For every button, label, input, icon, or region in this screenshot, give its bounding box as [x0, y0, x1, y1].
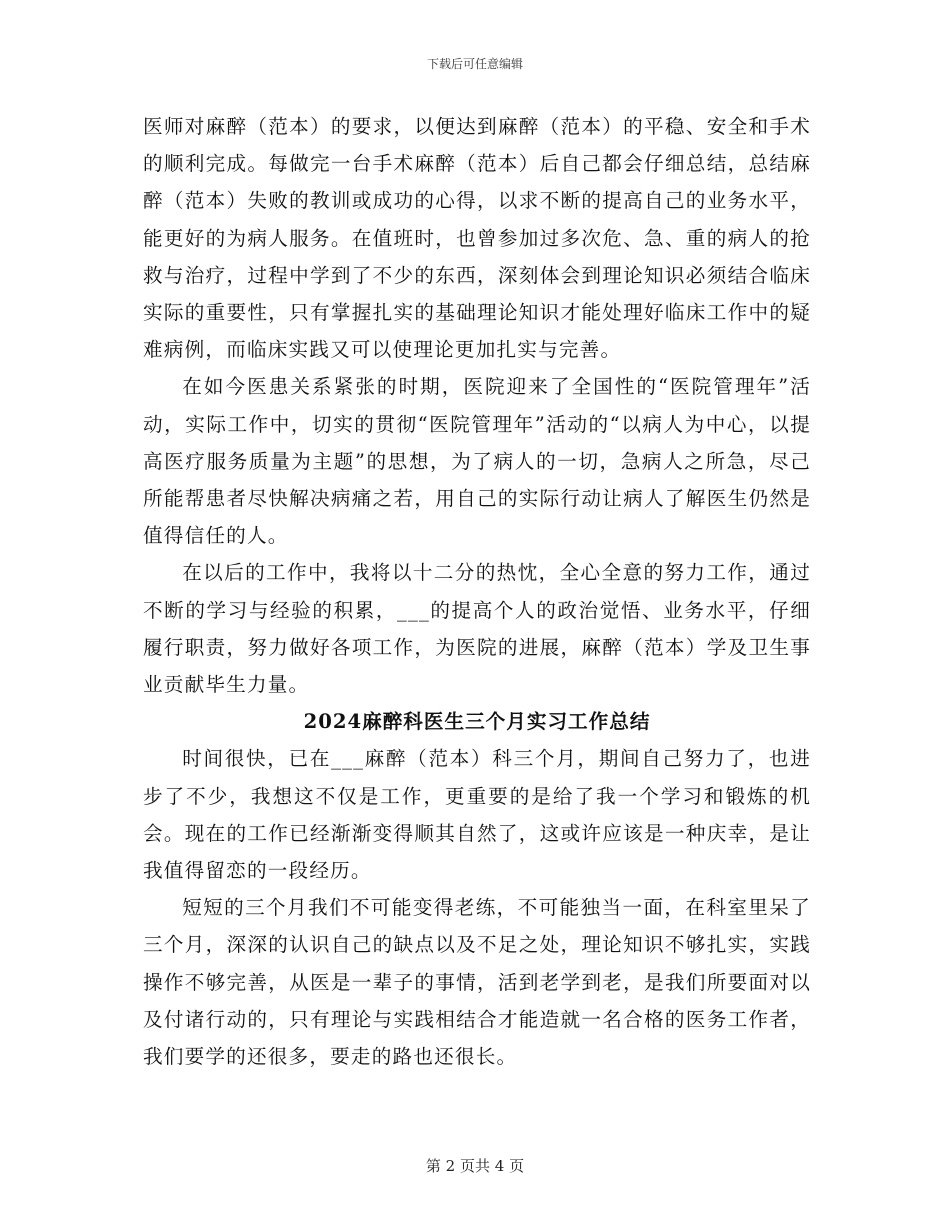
- document-body: [143, 108, 811, 1075]
- section-title: 2024麻醉科医生三个月实习工作总结: [303, 710, 651, 734]
- paragraph: 时间很快，已在___麻醉（范本）科三个月，期间自己努力了，也进步了不少，我想这不仅是工作，更重要的是给了我一个学习和锻炼的机会。现在的工作已经渐渐变得顺其自然了，这或许应该是一种庆幸，是让我值得留恋的一段经历。: [143, 747, 811, 883]
- paragraph: 在以后的工作中，我将以十二分的热忱，全心全意的努力工作，通过不断的学习与经验的积累，___的提高个人的政治觉悟、业务水平，仔细履行职责，努力做好各项工作，为医院的进展，麻醉（范本）学及卫生事业贡献毕生力量。: [143, 561, 811, 697]
- paragraph: 医师对麻醉（范本）的要求，以便达到麻醉（范本）的平稳、安全和手术的顺利完成。每做完一台手术麻醉（范本）后自己都会仔细总结，总结麻醉（范本）失败的教训或成功的心得，以求不断的提高自己的业务水平，能更好的为病人服务。在值班时，也曾参加过多次危、急、重的病人的抢救与治疗，过程中学到了不少的东西，深刻体会到理论知识必须结合临床实际的重要性，只有掌握扎实的基础理论知识才能处理好临床工作中的疑难病例，而临床实践又可以使理论更加扎实与完善。: [143, 115, 811, 362]
- paragraph: 在如今医患关系紧张的时期，医院迎来了全国性的“医院管理年”活动，实际工作中，切实的贯彻“医院管理年”活动的“以病人为中心，以提高医疗服务质量为主题”的思想，为了病人的一切，急病人之所急，尽己所能帮患者尽快解决病痛之若，用自己的实际行动让病人了解医生仍然是值得信任的人。: [143, 375, 811, 548]
- page-header: 下载后可任意编辑: [426, 57, 523, 71]
- paragraph: 短短的三个月我们不可能变得老练，不可能独当一面，在科室里呆了三个月，深深的认识自己的缺点以及不足之处，理论知识不够扎实，实践操作不够完善，从医是一辈子的事情，活到老学到老，是我们所要面对以及付诸行动的，只有理论与实践相结合才能造就一名合格的医务工作者，我们要学的还很多，要走的路也还很长。: [143, 896, 811, 1069]
- page-footer: 第 2 页共 4 页: [425, 1157, 525, 1175]
